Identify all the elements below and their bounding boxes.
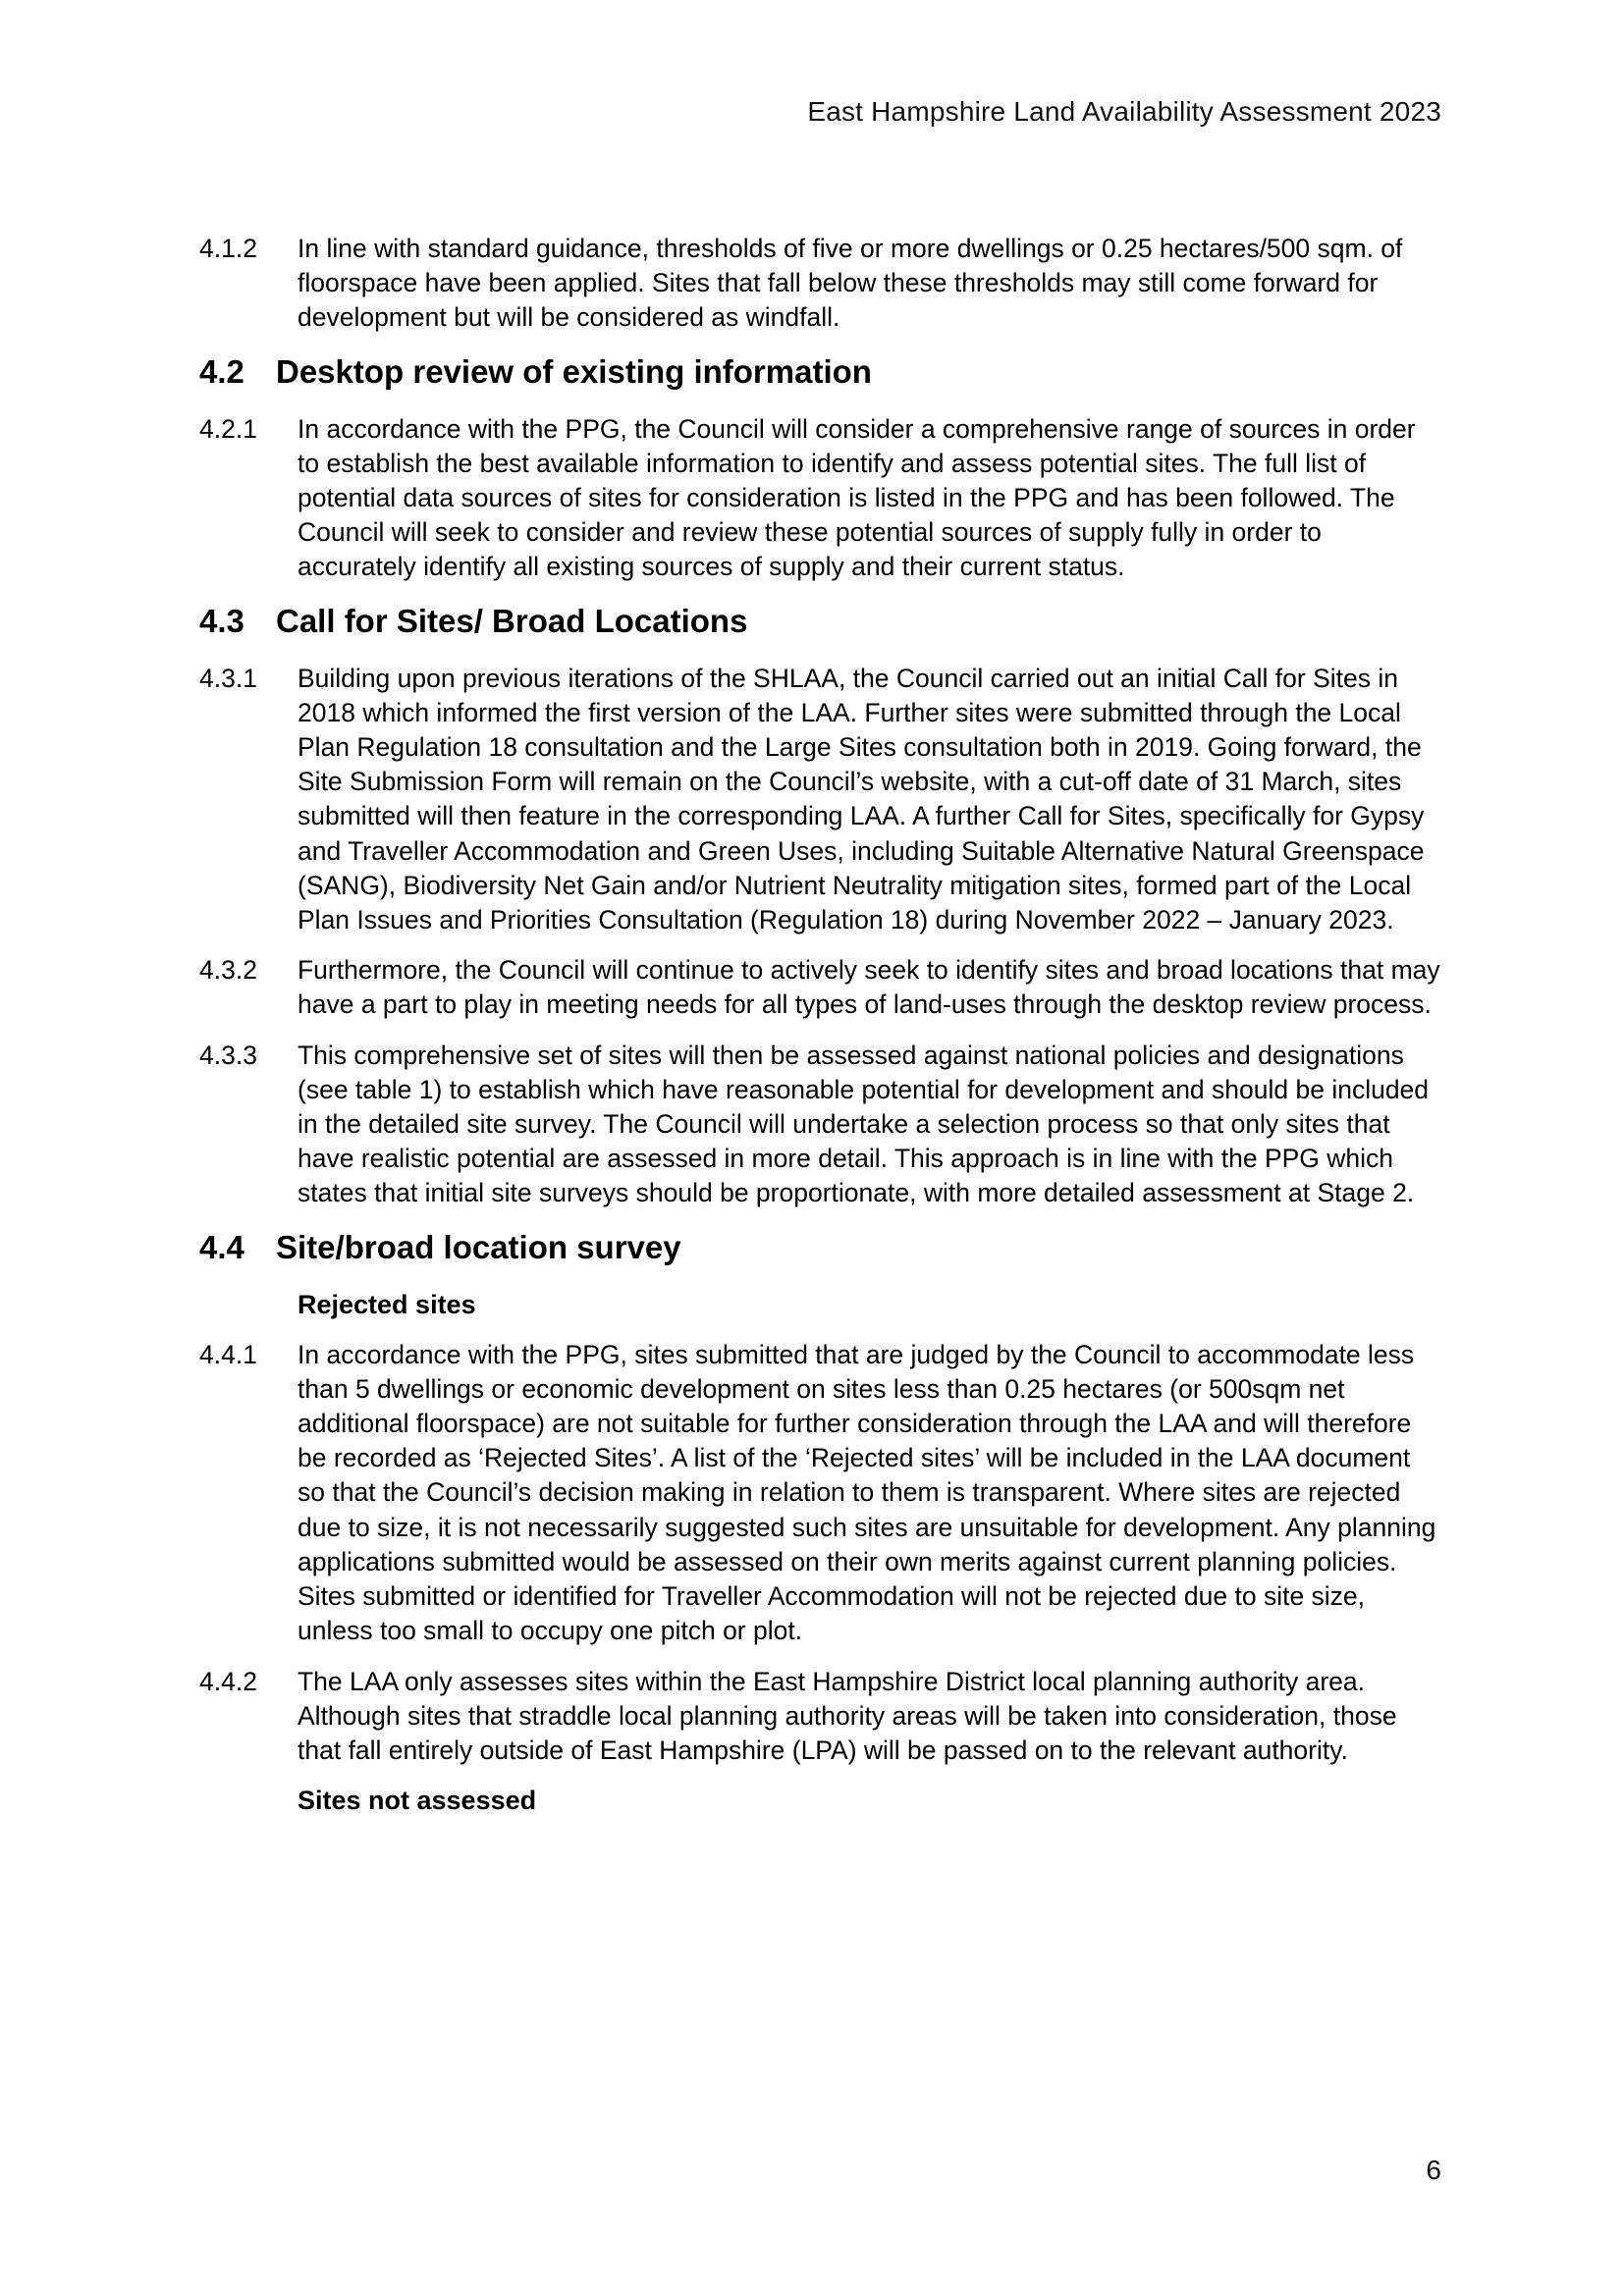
paragraph-number: 4.1.2 (199, 234, 257, 263)
paragraph-number: 4.4.2 (199, 1666, 257, 1696)
paragraph-4-4-1 (199, 1338, 1441, 1649)
paragraph-4-1-2 (199, 232, 1441, 336)
section-title: Call for Sites/ Broad Locations (276, 602, 748, 639)
section-number: 4.4 (199, 1228, 244, 1265)
paragraph-4-4-2 (199, 1665, 1441, 1769)
paragraph-text: The LAA only assesses sites within the East Hampshire District local planning authority area. Although sites that straddle local planning authority areas will be taken into consideration, those that fall entirely outside of East Hampshire (LPA) will be passed on to the relevant authority. (298, 1666, 1397, 1765)
section-title: Desktop review of existing information (276, 352, 872, 390)
paragraph-text: In accordance with the PPG, the Council will consider a comprehensive range of sources in order to establish the best available information to identify and assess potential sites. The full list of potential data sources of sites for consideration is listed in the PPG and has been followed. The Council will seek to consider and review these potential sources of supply fully in order to accurately identify all existing sources of supply and their current status. (298, 413, 1416, 582)
page-number: 6 (1426, 2155, 1441, 2185)
section-heading-4-2 (199, 351, 1441, 393)
document-body (199, 232, 1441, 1834)
paragraph-text: Furthermore, the Council will continue to actively seek to identify sites and broad locations that may have a part to play in meeting needs for all types of land-uses through the desktop review process. (298, 955, 1440, 1020)
paragraph-number: 4.3.2 (199, 955, 257, 986)
section-title: Site/broad location survey (276, 1228, 681, 1265)
subheading-rejected-sites: Rejected sites (298, 1289, 476, 1319)
section-heading-4-4 (199, 1227, 1441, 1268)
paragraph-number: 4.2.1 (199, 413, 257, 444)
subheading-sites-not-assessed: Sites not assessed (298, 1786, 537, 1816)
paragraph-4-3-2 (199, 953, 1441, 1022)
section-number: 4.3 (199, 602, 244, 639)
paragraph-text: In accordance with the PPG, sites submitted that are judged by the Council to accommodate less than 5 dwellings or economic development on sites less than 0.25 hectares (or 500sqm net additional floorspace) are not suitable for further consideration through the LAA and will therefore be recorded as ‘Rejected Sites’. A list of the ‘Rejected sites’ will be included in the LAA document so that the Council’s decision making in relation to them is transparent. Where sites are rejected due to size, it is not necessarily suggested such sites are unsuitable for development. Any planning applications submitted would be assessed on their own merits against current planning policies. Sites submitted or identified for Traveller Accommodation will not be rejected due to site size, unless too small to occupy one pitch or plot. (298, 1339, 1436, 1646)
paragraph-text: Building upon previous iterations of the SHLAA, the Council carried out an initial Call for Sites in 2018 which informed the first version of the LAA. Further sites were submitted through the Local Plan Regulation 18 consultation and the Large Sites consultation both in 2019. Going forward, the Site Submission Form will remain on the Council’s website, with a cut-off date of 31 March, sites submitted will then feature in the corresponding LAA. A further Call for Sites, specifically for Gypsy and Traveller Accommodation and Green Uses, including Suitable Alternative Natural Greenspace (SANG), Biodiversity Net Gain and/or Nutrient Neutrality mitigation sites, formed part of the Local Plan Issues and Priorities Consultation (Regulation 18) during November 2022 – January 2023. (298, 663, 1425, 935)
paragraph-4-2-1 (199, 412, 1441, 585)
section-number: 4.2 (199, 352, 244, 390)
paragraph-4-3-3 (199, 1039, 1441, 1211)
paragraph-number: 4.4.1 (199, 1339, 257, 1369)
paragraph-number: 4.3.3 (199, 1040, 257, 1070)
paragraph-text: In line with standard guidance, thresholds of five or more dwellings or 0.25 hectares/500 sqm. of floorspace have been applied. Sites that fall below these thresholds may still come forward for development but will be considered as windfall. (298, 234, 1403, 333)
paragraph-number: 4.3.1 (199, 663, 257, 693)
page-header: East Hampshire Land Availability Assessment 2023 (807, 96, 1441, 127)
paragraph-4-3-1 (199, 662, 1441, 938)
section-heading-4-3 (199, 601, 1441, 642)
paragraph-text: This comprehensive set of sites will then be assessed against national policies and designations (see table 1) to establish which have reasonable potential for development and should be included in the detailed site survey. The Council will undertake a selection process so that only sites that have realistic potential are assessed in more detail. This approach is in line with the PPG which states that initial site surveys should be proportionate, with more detailed assessment at Stage 2. (298, 1040, 1430, 1208)
